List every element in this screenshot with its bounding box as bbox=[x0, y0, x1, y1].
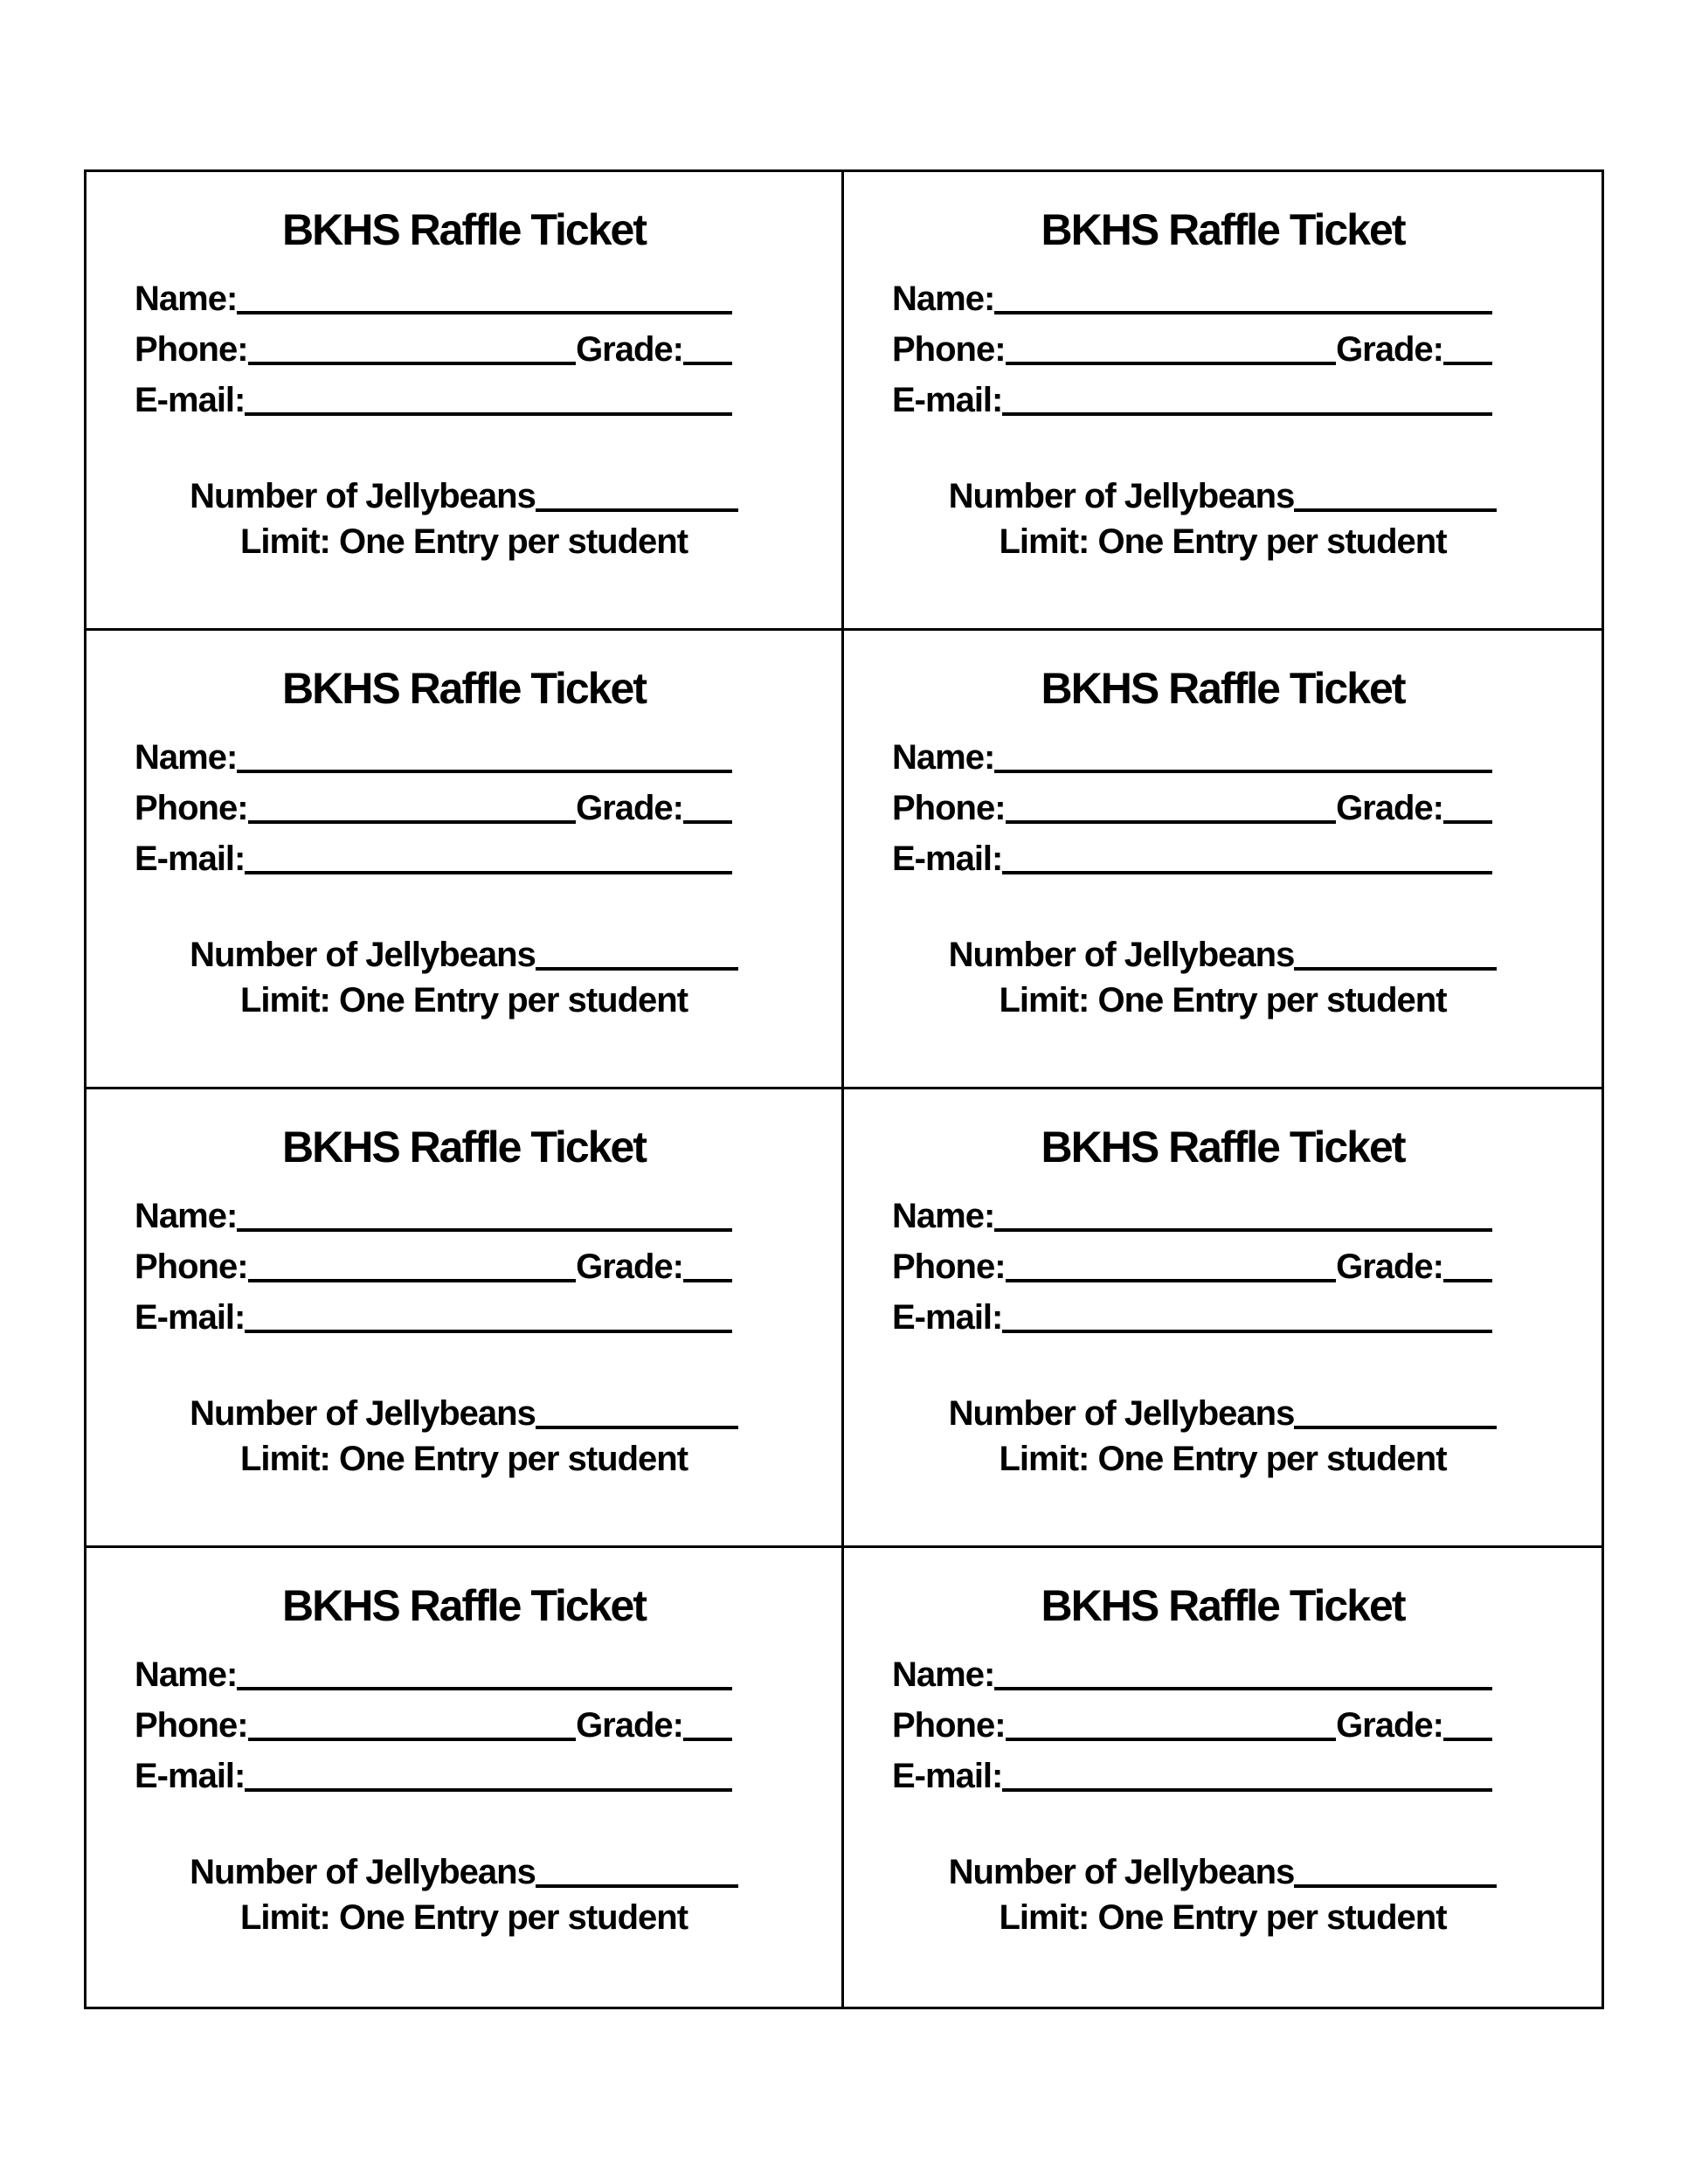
phone-row bbox=[135, 1241, 732, 1292]
email-row bbox=[135, 1751, 732, 1801]
jellybeans-label: Number of Jellybeans bbox=[948, 1394, 1295, 1433]
phone-row bbox=[135, 324, 732, 375]
limit-note: Limit: One Entry per student bbox=[239, 1440, 688, 1478]
ticket-fields bbox=[892, 273, 1492, 425]
name-label: Name: bbox=[892, 1655, 995, 1694]
name-blank-line bbox=[994, 1228, 1492, 1232]
ticket-fields bbox=[892, 1191, 1492, 1343]
phone-row bbox=[135, 1700, 732, 1751]
phone-blank-line bbox=[1006, 362, 1337, 365]
jellybeans-label: Number of Jellybeans bbox=[948, 936, 1295, 974]
phone-row bbox=[892, 1241, 1492, 1292]
ticket-title: BKHS Raffle Ticket bbox=[1041, 664, 1405, 713]
email-label: E-mail: bbox=[135, 1298, 246, 1337]
phone-label: Phone: bbox=[892, 1706, 1006, 1745]
email-blank-line bbox=[1002, 412, 1492, 416]
email-label: E-mail: bbox=[892, 1298, 1003, 1337]
name-blank-line bbox=[237, 770, 732, 773]
jellybeans-blank-line bbox=[1294, 967, 1497, 971]
raffle-ticket bbox=[86, 1089, 841, 1545]
ticket-title: BKHS Raffle Ticket bbox=[1041, 1581, 1405, 1630]
name-label: Name: bbox=[135, 280, 238, 318]
phone-row bbox=[892, 783, 1492, 833]
raffle-ticket bbox=[844, 172, 1602, 628]
email-row bbox=[135, 833, 732, 884]
jellybeans-blank-line bbox=[536, 1884, 738, 1888]
name-row bbox=[135, 273, 732, 324]
name-blank-line bbox=[237, 1687, 732, 1690]
ticket-title: BKHS Raffle Ticket bbox=[282, 1581, 646, 1630]
grade-label: Grade: bbox=[1336, 1248, 1443, 1286]
ticket-cell bbox=[86, 172, 844, 631]
ticket-cell bbox=[86, 631, 844, 1089]
raffle-ticket bbox=[86, 631, 841, 1087]
limit-note: Limit: One Entry per student bbox=[999, 981, 1447, 1019]
jellybeans-row bbox=[86, 930, 841, 980]
jellybeans-blank-line bbox=[536, 967, 738, 971]
phone-label: Phone: bbox=[135, 789, 248, 827]
phone-blank-line bbox=[248, 1279, 577, 1282]
raffle-ticket bbox=[844, 631, 1602, 1087]
email-blank-line bbox=[245, 412, 732, 416]
ticket-cell bbox=[844, 631, 1602, 1089]
phone-label: Phone: bbox=[135, 1706, 248, 1745]
grade-blank-line bbox=[1443, 820, 1492, 824]
name-row bbox=[135, 1649, 732, 1700]
email-row bbox=[135, 1292, 732, 1343]
name-row bbox=[892, 1191, 1492, 1241]
name-row bbox=[135, 1191, 732, 1241]
name-label: Name: bbox=[892, 1197, 995, 1235]
grade-label: Grade: bbox=[576, 789, 683, 827]
ticket-fields bbox=[135, 732, 732, 884]
raffle-ticket bbox=[844, 1548, 1602, 2007]
phone-label: Phone: bbox=[892, 1248, 1006, 1286]
email-label: E-mail: bbox=[135, 381, 246, 419]
raffle-ticket bbox=[86, 1548, 841, 2007]
phone-row bbox=[892, 324, 1492, 375]
email-blank-line bbox=[1002, 1788, 1492, 1792]
ticket-sheet bbox=[84, 169, 1604, 2009]
jellybeans-row bbox=[844, 930, 1602, 980]
phone-label: Phone: bbox=[135, 330, 248, 369]
limit-note: Limit: One Entry per student bbox=[239, 981, 688, 1019]
jellybeans-label: Number of Jellybeans bbox=[190, 1853, 536, 1891]
ticket-fields bbox=[135, 273, 732, 425]
phone-blank-line bbox=[1006, 820, 1337, 824]
name-label: Name: bbox=[135, 738, 238, 777]
jellybeans-row bbox=[86, 1847, 841, 1897]
name-label: Name: bbox=[892, 738, 995, 777]
phone-row bbox=[135, 783, 732, 833]
jellybeans-blank-line bbox=[536, 1426, 738, 1429]
name-blank-line bbox=[237, 1228, 732, 1232]
email-blank-line bbox=[245, 1788, 732, 1792]
email-row bbox=[892, 1292, 1492, 1343]
phone-blank-line bbox=[1006, 1279, 1337, 1282]
ticket-title: BKHS Raffle Ticket bbox=[1041, 1123, 1405, 1171]
grade-label: Grade: bbox=[1336, 330, 1443, 369]
phone-blank-line bbox=[248, 820, 577, 824]
grade-blank-line bbox=[683, 362, 732, 365]
ticket-fields bbox=[135, 1649, 732, 1801]
phone-label: Phone: bbox=[892, 330, 1006, 369]
name-blank-line bbox=[994, 311, 1492, 314]
email-label: E-mail: bbox=[135, 1757, 246, 1795]
jellybeans-label: Number of Jellybeans bbox=[948, 1853, 1295, 1891]
email-label: E-mail: bbox=[892, 840, 1003, 878]
phone-blank-line bbox=[1006, 1738, 1337, 1741]
email-blank-line bbox=[245, 1330, 732, 1333]
jellybeans-row bbox=[844, 471, 1602, 522]
name-blank-line bbox=[237, 311, 732, 314]
ticket-title: BKHS Raffle Ticket bbox=[282, 1123, 646, 1171]
name-blank-line bbox=[994, 770, 1492, 773]
name-label: Name: bbox=[135, 1197, 238, 1235]
phone-blank-line bbox=[248, 1738, 577, 1741]
email-blank-line bbox=[245, 871, 732, 874]
grade-blank-line bbox=[1443, 362, 1492, 365]
name-row bbox=[135, 732, 732, 783]
email-label: E-mail: bbox=[892, 381, 1003, 419]
grade-label: Grade: bbox=[576, 1706, 683, 1745]
phone-blank-line bbox=[248, 362, 577, 365]
ticket-title: BKHS Raffle Ticket bbox=[282, 205, 646, 254]
limit-note: Limit: One Entry per student bbox=[999, 522, 1447, 561]
jellybeans-blank-line bbox=[1294, 1426, 1497, 1429]
grade-blank-line bbox=[683, 820, 732, 824]
jellybeans-row bbox=[86, 471, 841, 522]
grade-label: Grade: bbox=[1336, 1706, 1443, 1745]
name-label: Name: bbox=[892, 280, 995, 318]
email-row bbox=[892, 1751, 1492, 1801]
limit-note: Limit: One Entry per student bbox=[239, 522, 688, 561]
ticket-fields bbox=[892, 732, 1492, 884]
name-row bbox=[892, 273, 1492, 324]
jellybeans-blank-line bbox=[1294, 1884, 1497, 1888]
email-label: E-mail: bbox=[892, 1757, 1003, 1795]
name-blank-line bbox=[994, 1687, 1492, 1690]
jellybeans-blank-line bbox=[536, 508, 738, 512]
jellybeans-row bbox=[844, 1388, 1602, 1439]
grade-blank-line bbox=[1443, 1738, 1492, 1741]
raffle-ticket bbox=[844, 1089, 1602, 1545]
ticket-title: BKHS Raffle Ticket bbox=[1041, 205, 1405, 254]
ticket-title: BKHS Raffle Ticket bbox=[282, 664, 646, 713]
grade-blank-line bbox=[683, 1738, 732, 1741]
phone-row bbox=[892, 1700, 1492, 1751]
email-row bbox=[892, 375, 1492, 425]
jellybeans-blank-line bbox=[1294, 508, 1497, 512]
grade-label: Grade: bbox=[1336, 789, 1443, 827]
jellybeans-row bbox=[86, 1388, 841, 1439]
ticket-cell bbox=[844, 1548, 1602, 2007]
grade-label: Grade: bbox=[576, 1248, 683, 1286]
email-blank-line bbox=[1002, 1330, 1492, 1333]
limit-note: Limit: One Entry per student bbox=[999, 1898, 1447, 1937]
jellybeans-label: Number of Jellybeans bbox=[190, 477, 536, 515]
jellybeans-row bbox=[844, 1847, 1602, 1897]
email-label: E-mail: bbox=[135, 840, 246, 878]
limit-note: Limit: One Entry per student bbox=[999, 1440, 1447, 1478]
grade-blank-line bbox=[683, 1279, 732, 1282]
phone-label: Phone: bbox=[892, 789, 1006, 827]
name-label: Name: bbox=[135, 1655, 238, 1694]
email-row bbox=[892, 833, 1492, 884]
email-row bbox=[135, 375, 732, 425]
ticket-cell bbox=[844, 1089, 1602, 1548]
name-row bbox=[892, 1649, 1492, 1700]
jellybeans-label: Number of Jellybeans bbox=[190, 936, 536, 974]
limit-note: Limit: One Entry per student bbox=[239, 1898, 688, 1937]
phone-label: Phone: bbox=[135, 1248, 248, 1286]
grade-blank-line bbox=[1443, 1279, 1492, 1282]
ticket-cell bbox=[86, 1548, 844, 2007]
ticket-fields bbox=[135, 1191, 732, 1343]
ticket-cell bbox=[844, 172, 1602, 631]
jellybeans-label: Number of Jellybeans bbox=[948, 477, 1295, 515]
jellybeans-label: Number of Jellybeans bbox=[190, 1394, 536, 1433]
ticket-cell bbox=[86, 1089, 844, 1548]
ticket-fields bbox=[892, 1649, 1492, 1801]
name-row bbox=[892, 732, 1492, 783]
raffle-ticket bbox=[86, 172, 841, 628]
grade-label: Grade: bbox=[576, 330, 683, 369]
email-blank-line bbox=[1002, 871, 1492, 874]
